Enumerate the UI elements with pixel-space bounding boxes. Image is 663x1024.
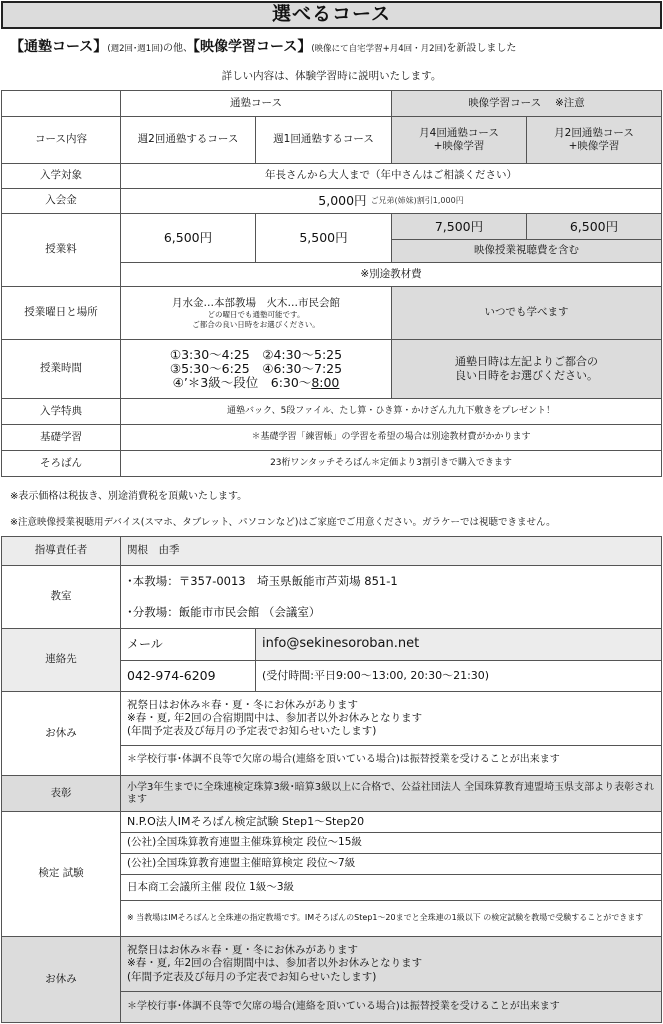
header-tsujuku: 通塾コース — [120, 90, 392, 117]
holiday-makeup-2: ＊学校行事･体調不良等で欠席の場合(連絡を頂いている場合)は振替授業を受けることが出来ます — [120, 991, 662, 1023]
day-value — [120, 286, 392, 340]
target-value: 年長さんから大人まで（年中さんはご相談ください） — [120, 163, 662, 189]
intro-bracket-b: 【映像学習コース】 — [193, 39, 312, 55]
holiday-value-2 — [120, 936, 662, 992]
exam-abacus: (公社)全国珠算教育連盟主催珠算検定 段位～15級 — [120, 832, 662, 854]
exam-label: 検定 試験 — [1, 811, 121, 937]
director-label: 指導責任者 — [1, 536, 121, 566]
fee-amount: 5,000円 — [318, 193, 367, 209]
phone-hours: (受付時間:平日9:00～13:00, 20:30～21:30) — [255, 660, 662, 692]
fee-label: 入会金 — [1, 188, 121, 214]
tuition-1x-weekly: 5,500円 — [255, 213, 392, 263]
course-label: コース内容 — [1, 116, 121, 164]
tuition-2x-monthly: 6,500円 — [526, 213, 662, 240]
day-sub-2: ご都合の良い日時をお選びください。 — [192, 319, 320, 329]
award-value: 小学3年生までに全珠連検定珠算3級･暗算3級以上に合格で、公益社団法人 全国珠算教育連盟埼玉県支部より表彰されます — [120, 775, 662, 812]
intro-paren-a: (週2回･週1回) — [107, 44, 164, 54]
classroom-label: 教室 — [1, 565, 121, 629]
course-2x-monthly — [526, 116, 662, 164]
classroom-branch: ･分教場：飯能市市民会館 （会議室） — [127, 605, 321, 620]
tuition-video-note: 映像授業視聴費を含む — [391, 239, 662, 263]
course-2x-weekly: 週2回通塾するコース — [120, 116, 256, 164]
course-4x-monthly — [391, 116, 527, 164]
tuition-2x-weekly: 6,500円 — [120, 213, 256, 263]
tuition-label: 授業料 — [1, 213, 121, 287]
time-video-1: 通塾日時は左記よりご都合の — [455, 355, 598, 369]
course-1x-weekly: 週1回通塾するコース — [255, 116, 392, 164]
header-eizo: 映像学習コース ※注意 — [391, 90, 662, 117]
intro-mid: の他、 — [163, 43, 194, 54]
course-4x-line2: +映像学習 — [433, 140, 485, 152]
soroban-label: そろばん — [1, 450, 121, 477]
holiday-line-2: ※春・夏, 年2回の合宿期間中は、参加者以外お休みとなります — [127, 711, 423, 724]
intro-line-2: 詳しい内容は、体験学習時に説明いたします。 — [221, 70, 442, 82]
time-value — [120, 339, 392, 399]
header-blank — [1, 90, 121, 117]
holiday-2-line-2: ※春・夏, 年2回の合宿期間中は、参加者以外お休みとなります — [127, 957, 423, 970]
contact-label: 連絡先 — [1, 628, 121, 692]
tuition-materials-note: ※別途教材費 — [120, 262, 662, 287]
day-sub-1: どの曜日でも通塾可能です。 — [207, 310, 305, 320]
holiday-2-line-3: (年間予定表及び毎月の予定表でお知らせいたします) — [127, 970, 377, 983]
note-device: ※注意映像授業視聴用デバイス(スマホ、タブレット、パソコンなど)はご家庭でご用意ください。ガラケーでは視聴できません。 — [10, 517, 556, 528]
exam-im: N.P.O法人IMそろばん検定試験 Step1～Step20 — [120, 811, 662, 833]
phone-value[interactable]: 042-974-6209 — [120, 660, 256, 692]
mail-value[interactable]: info@sekinesoroban.net — [255, 628, 662, 661]
day-video: いつでも学べます — [391, 286, 662, 340]
exam-mental: (公社)全国珠算教育連盟主催暗算検定 段位～7級 — [120, 853, 662, 875]
holiday-2-line-1: 祝祭日はお休み＊春・夏・冬にお休みがあります — [127, 944, 358, 957]
time-line-3b: 8:00 — [311, 375, 340, 390]
holiday-line-3: (年間予定表及び毎月の予定表でお知らせいたします) — [127, 725, 377, 738]
tuition-4x-monthly: 7,500円 — [391, 213, 527, 240]
time-video-2: 良い日時をお選びください。 — [455, 369, 598, 382]
day-label: 授業曜日と場所 — [1, 286, 121, 340]
fee-value — [120, 188, 662, 214]
time-video — [391, 339, 662, 399]
holiday-value — [120, 691, 662, 746]
exam-note: ※ 当教場はIMそろばんと全珠連の指定教場です。IMそろばんのStep1～20までと全珠連の1級以下 の検定試験を教場で受験することができます — [120, 900, 662, 937]
intro-tail: を新設しました — [446, 43, 517, 54]
fee-note: ご兄弟(姉妹)割引1,000円 — [370, 196, 464, 205]
holiday-line-1: 祝祭日はお休み＊春・夏・冬にお休みがあります — [127, 698, 358, 711]
course-4x-line1: 月4回通塾コース — [419, 126, 499, 139]
basic-value: ＊基礎学習「練習帳」の学習を希望の場合は別途教材費がかかります — [120, 424, 662, 451]
perk-value: 通塾バック、5段ファイル、たし算・ひき算・かけざん九九下敷きをプレゼント！ — [120, 398, 662, 425]
director-value: 関根 由季 — [120, 536, 662, 566]
page-title: 選べるコース — [1, 1, 662, 29]
time-line-3a: ④’＊3級～段位 6:30～ — [172, 375, 312, 390]
intro-bracket-a: 【通塾コース】 — [10, 39, 108, 55]
holiday-makeup: ＊学校行事･体調不良等で欠席の場合(連絡を頂いている場合)は振替授業を受けることが出来ます — [120, 745, 662, 776]
intro-paren-b: (映像にて自宅学習+月4回・月2回) — [311, 44, 447, 54]
time-line-1: ①3:30～4:25 ②4:30～5:25 — [169, 347, 343, 362]
perk-label: 入学特典 — [1, 398, 121, 425]
classroom-main: ･本教場：〒357-0013 埼玉県飯能市芦苅場 851-1 — [127, 574, 398, 589]
time-label: 授業時間 — [1, 339, 121, 399]
holiday-label-2: お休み — [1, 936, 121, 1023]
day-main: 月水金…本部教場 火木…市民会館 — [172, 297, 340, 310]
target-label: 入学対象 — [1, 163, 121, 189]
holiday-label: お休み — [1, 691, 121, 776]
course-2x-line1: 月2回通塾コース — [554, 126, 634, 139]
intro-line-1 — [10, 36, 660, 62]
soroban-value: 23桁ワンタッチそろばん＊定価より3割引きで購入できます — [120, 450, 662, 477]
mail-label: メール — [120, 628, 256, 661]
note-tax: ※表示価格は税抜き、別途消費税を頂戴いたします。 — [10, 491, 248, 502]
award-label: 表彰 — [1, 775, 121, 812]
exam-jcci: 日本商工会議所主催 段位 1級～3級 — [120, 874, 662, 901]
time-line-3 — [173, 376, 340, 390]
classroom-value — [120, 565, 662, 629]
basic-label: 基礎学習 — [1, 424, 121, 451]
time-line-2: ③5:30～6:25 ④6:30～7:25 — [169, 361, 343, 376]
course-2x-line2: +映像学習 — [568, 140, 620, 152]
